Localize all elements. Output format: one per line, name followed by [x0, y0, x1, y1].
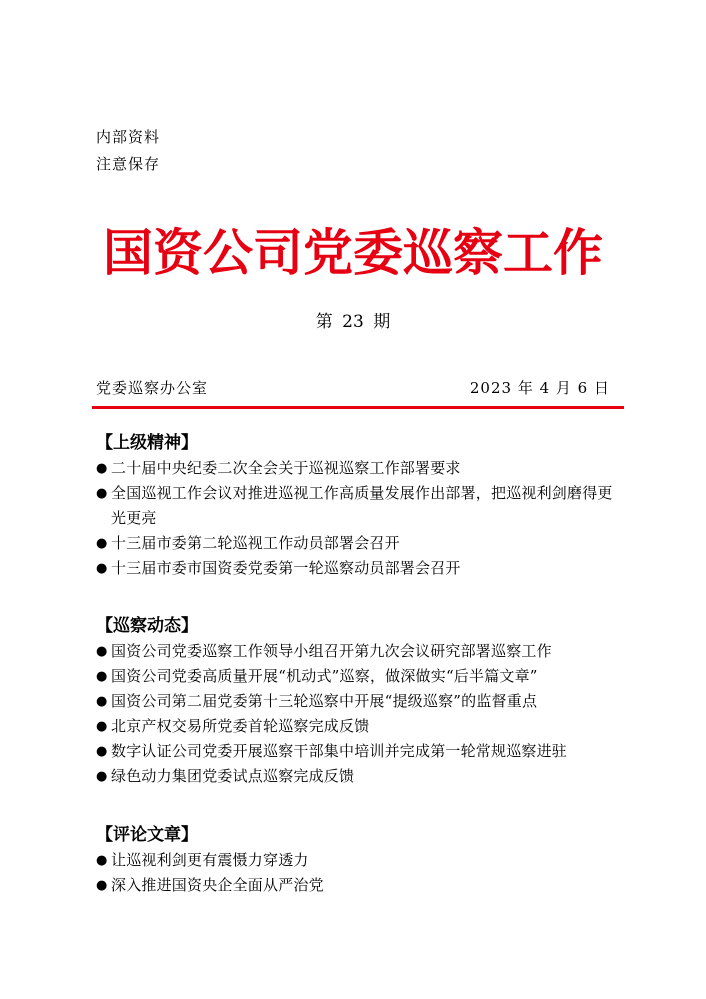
bullet-icon: ●	[96, 853, 108, 868]
section-inspection-news	[96, 613, 626, 789]
list-item[interactable]	[96, 556, 626, 581]
bullet-icon: ●	[96, 461, 108, 476]
masthead-title: 国资公司党委巡察工作	[103, 223, 603, 282]
list-item-text: 全国巡视工作会议对推进巡视工作高质量发展作出部署，把巡视利剑磨得更光更亮	[111, 484, 613, 527]
list-item-text: 数字认证公司党委开展巡察干部集中培训并完成第一轮常规巡察进驻	[111, 742, 568, 760]
list-item[interactable]	[96, 639, 626, 664]
list-item[interactable]	[96, 764, 626, 789]
issuer-name: 党委巡察办公室	[96, 379, 209, 397]
bullet-icon: ●	[96, 669, 108, 684]
bullet-icon: ●	[96, 561, 108, 576]
list-item-text: 国资公司第二届党委第十三轮巡察中开展“提级巡察”的监督重点	[111, 692, 538, 710]
list-item-text: 深入推进国资央企全面从严治党	[111, 876, 324, 894]
issue-value: 23	[342, 312, 364, 332]
bullet-icon: ●	[96, 644, 108, 659]
list-item-text: 二十届中央纪委二次全会关于巡视巡察工作部署要求	[111, 459, 461, 477]
list-item-text: 十三届市委市国资委党委第一轮巡察动员部署会召开	[111, 559, 461, 577]
list-item[interactable]	[96, 664, 626, 689]
bullet-icon: ●	[96, 878, 108, 893]
bullet-icon: ●	[96, 719, 108, 734]
section-commentary	[96, 822, 626, 898]
list-item[interactable]	[96, 531, 626, 556]
bullet-icon: ●	[96, 694, 108, 709]
bullet-icon: ●	[96, 744, 108, 759]
list-item-text: 北京产权交易所党委首轮巡察完成反馈	[111, 717, 370, 735]
section-title: 【巡察动态】	[96, 616, 198, 636]
list-item[interactable]	[96, 739, 626, 764]
bullet-icon: ●	[96, 536, 108, 551]
list-item[interactable]	[96, 456, 626, 481]
list-item[interactable]	[96, 873, 626, 898]
issue-date: 2023 年 4 月 6 日	[469, 379, 610, 397]
issue-number	[0, 308, 706, 336]
classification-line-internal: 内部资料	[96, 128, 161, 146]
red-divider	[92, 406, 624, 409]
section-title: 【上级精神】	[96, 433, 198, 453]
list-item-text: 绿色动力集团党委试点巡察完成反馈	[111, 767, 355, 785]
list-item[interactable]	[96, 689, 626, 714]
list-item[interactable]	[96, 481, 626, 531]
list-item-text: 十三届市委第二轮巡视工作动员部署会召开	[111, 534, 400, 552]
classification-label	[96, 124, 160, 178]
list-item[interactable]	[96, 714, 626, 739]
bullet-icon: ●	[96, 486, 108, 501]
issue-suffix: 期	[373, 312, 391, 332]
issue-prefix: 第	[315, 312, 333, 332]
list-item-text: 国资公司党委高质量开展“机动式”巡察，做深做实“后半篇文章”	[111, 667, 538, 685]
section-superior-spirit	[96, 430, 626, 581]
bullet-icon: ●	[96, 769, 108, 784]
list-item-text: 让巡视利剑更有震慑力穿透力	[111, 851, 309, 869]
section-title: 【评论文章】	[96, 825, 198, 845]
list-item-text: 国资公司党委巡察工作领导小组召开第九次会议研究部署巡察工作	[111, 642, 552, 660]
classification-line-keep: 注意保存	[96, 155, 161, 173]
list-item[interactable]	[96, 848, 626, 873]
